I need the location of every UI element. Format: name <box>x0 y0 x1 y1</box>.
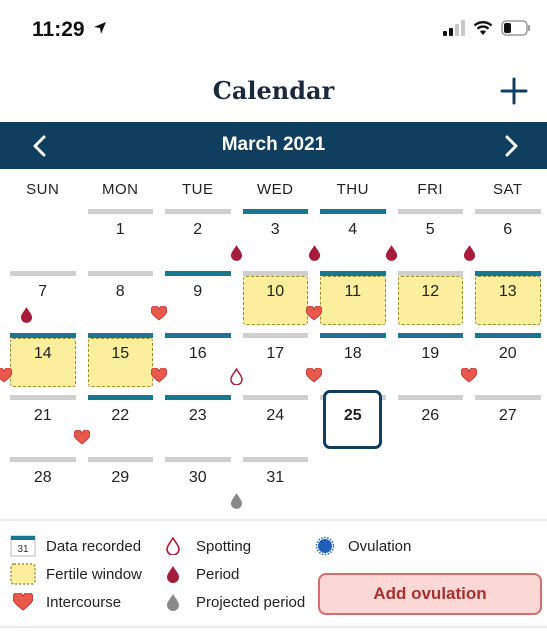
legend-data-recorded <box>10 535 141 557</box>
calendar-day-19[interactable] <box>392 331 470 393</box>
calendar-day-25[interactable] <box>314 393 392 455</box>
day-number: 23 <box>188 407 207 424</box>
day-number: 27 <box>498 407 517 424</box>
day-number: 14 <box>33 345 52 362</box>
calendar-day-28[interactable] <box>4 455 82 517</box>
day-number: 6 <box>503 221 513 238</box>
day-bar <box>10 395 76 400</box>
calendar-day-24[interactable] <box>237 393 315 455</box>
day-number: 29 <box>111 469 130 486</box>
calendar-day-1[interactable] <box>82 207 160 269</box>
day-bar <box>398 395 464 400</box>
day-number: 17 <box>266 345 285 362</box>
spotting-drop-icon <box>229 368 245 386</box>
period-drop-icon <box>384 244 400 262</box>
day-bar <box>475 395 541 400</box>
data-recorded-bar <box>165 395 231 400</box>
day-bar <box>88 209 154 214</box>
calendar-day-16[interactable] <box>159 331 237 393</box>
day-number: 21 <box>33 407 52 424</box>
data-recorded-bar <box>165 271 231 276</box>
add-ovulation-button[interactable]: Add ovulation <box>318 573 542 615</box>
calendar-day-29[interactable] <box>82 455 160 517</box>
legend-ovulation <box>312 535 411 557</box>
day-number: 12 <box>421 283 440 300</box>
calendar-day-7[interactable] <box>4 269 82 331</box>
data-recorded-bar <box>88 395 154 400</box>
calendar-day-4[interactable] <box>314 207 392 269</box>
weekday-fri: FRI <box>417 181 444 198</box>
legend-period-label: Period <box>196 565 240 583</box>
month-label: March 2021 <box>221 134 326 155</box>
data-recorded-bar <box>398 333 464 338</box>
calendar-day-17[interactable] <box>237 331 315 393</box>
calendar-day-30[interactable] <box>159 455 237 517</box>
day-number: 24 <box>266 407 285 424</box>
calendar-day-8[interactable] <box>82 269 160 331</box>
calendar-day-3[interactable] <box>237 207 315 269</box>
day-bar <box>165 209 231 214</box>
bottom-divider <box>0 626 547 628</box>
day-bar <box>88 457 154 462</box>
day-number: 31 <box>266 469 285 486</box>
calendar-day-26[interactable] <box>392 393 470 455</box>
day-number: 30 <box>188 469 207 486</box>
day-bar <box>10 457 76 462</box>
status-icons <box>443 20 531 36</box>
legend-fertile-window-label: Fertile window <box>46 565 142 583</box>
status-time <box>32 18 107 42</box>
heart-icon <box>74 430 90 448</box>
period-drop-icon <box>461 244 477 262</box>
day-number: 9 <box>193 283 203 300</box>
cellular-signal-icon <box>443 20 465 36</box>
day-number: 3 <box>270 221 280 238</box>
day-bar <box>10 271 76 276</box>
calendar-day-2[interactable] <box>159 207 237 269</box>
day-bar <box>243 395 309 400</box>
weekday-sat: SAT <box>492 181 523 198</box>
legend-period <box>160 563 239 585</box>
calendar-day-20[interactable] <box>469 331 547 393</box>
legend-spotting-label: Spotting <box>196 537 252 555</box>
calendar-day-15[interactable] <box>82 331 160 393</box>
day-number: 16 <box>188 345 207 362</box>
header <box>0 62 547 122</box>
weekday-mon: MON <box>102 181 139 198</box>
projected-drop-icon <box>160 591 186 613</box>
data-recorded-bar <box>165 333 231 338</box>
calendar-day-22[interactable] <box>82 393 160 455</box>
day-number: 25 <box>343 407 362 424</box>
heart-icon <box>151 306 167 324</box>
heart-icon <box>0 368 12 386</box>
legend <box>0 521 547 626</box>
legend-intercourse-label: Intercourse <box>46 593 122 611</box>
period-drop-icon <box>160 563 186 585</box>
period-drop-icon <box>18 306 34 324</box>
day-number: 13 <box>498 283 517 300</box>
day-bar <box>165 457 231 462</box>
month-navigation <box>0 122 547 169</box>
day-bar <box>398 209 464 214</box>
calendar-day-9[interactable] <box>159 269 237 331</box>
day-bar <box>88 271 154 276</box>
calendar-day-23[interactable] <box>159 393 237 455</box>
day-number: 8 <box>115 283 125 300</box>
day-number: 26 <box>421 407 440 424</box>
day-number: 4 <box>348 221 358 238</box>
plus-icon <box>499 76 529 106</box>
projected-drop-icon <box>229 492 245 510</box>
day-number: 5 <box>425 221 435 238</box>
day-number: 18 <box>343 345 362 362</box>
calendar-day-31[interactable] <box>237 455 315 517</box>
day-number: 2 <box>193 221 203 238</box>
status-bar <box>0 0 547 62</box>
calendar-day-6[interactable] <box>469 207 547 269</box>
chevron-right-icon <box>497 132 525 160</box>
next-month-button[interactable] <box>497 132 525 160</box>
calendar-day-10[interactable] <box>237 269 315 331</box>
calendar-grid <box>4 207 547 517</box>
calendar-day-27[interactable] <box>469 393 547 455</box>
calendar-day-11[interactable] <box>314 269 392 331</box>
day-number: 7 <box>38 283 48 300</box>
weekday-header <box>4 181 547 201</box>
status-time-text: 11:29 <box>32 18 85 41</box>
legend-intercourse <box>10 591 121 613</box>
weekday-thu: THU <box>336 181 369 198</box>
recorded-icon-day: 31 <box>17 544 29 555</box>
legend-spotting <box>160 535 251 557</box>
weekday-sun: SUN <box>26 181 60 198</box>
calendar-day-12[interactable] <box>392 269 470 331</box>
location-arrow-icon <box>93 21 107 35</box>
period-drop-icon <box>229 244 245 262</box>
data-recorded-bar <box>243 209 309 214</box>
heart-icon <box>151 368 167 386</box>
day-number: 1 <box>115 221 125 238</box>
ovulation-icon <box>312 535 338 557</box>
day-number: 11 <box>344 283 362 300</box>
spotting-drop-icon <box>160 535 186 557</box>
day-number: 20 <box>498 345 517 362</box>
day-number: 22 <box>111 407 130 424</box>
calendar-day-18[interactable] <box>314 331 392 393</box>
day-number: 19 <box>421 345 440 362</box>
day-number: 28 <box>33 469 52 486</box>
heart-icon <box>306 306 322 324</box>
legend-data-recorded-label: Data recorded <box>46 537 142 555</box>
page-title: Calendar <box>212 76 335 105</box>
calendar-day-14[interactable] <box>4 331 82 393</box>
day-bar <box>243 333 309 338</box>
heart-icon <box>10 591 36 613</box>
day-bar <box>243 457 309 462</box>
legend-projected-period <box>160 591 305 613</box>
weekday-tue: TUE <box>182 181 214 198</box>
day-number: 10 <box>266 283 285 300</box>
battery-icon <box>501 20 531 36</box>
data-recorded-bar <box>320 333 386 338</box>
calendar-day-21[interactable] <box>4 393 82 455</box>
data-recorded-bar <box>475 333 541 338</box>
day-number: 15 <box>111 345 130 362</box>
wifi-icon <box>473 20 493 36</box>
legend-projected-period-label: Projected period <box>196 593 306 611</box>
heart-icon <box>461 368 477 386</box>
fertile-window-icon <box>10 563 36 585</box>
calendar-day-13[interactable] <box>469 269 547 331</box>
legend-fertile-window <box>10 563 142 585</box>
day-bar <box>475 209 541 214</box>
legend-ovulation-label: Ovulation <box>348 537 412 555</box>
calendar-recorded-icon <box>10 535 36 557</box>
calendar-day-5[interactable] <box>392 207 470 269</box>
heart-icon <box>306 368 322 386</box>
weekday-wed: WED <box>257 181 294 198</box>
add-button[interactable] <box>499 76 529 106</box>
period-drop-icon <box>306 244 322 262</box>
data-recorded-bar <box>320 209 386 214</box>
